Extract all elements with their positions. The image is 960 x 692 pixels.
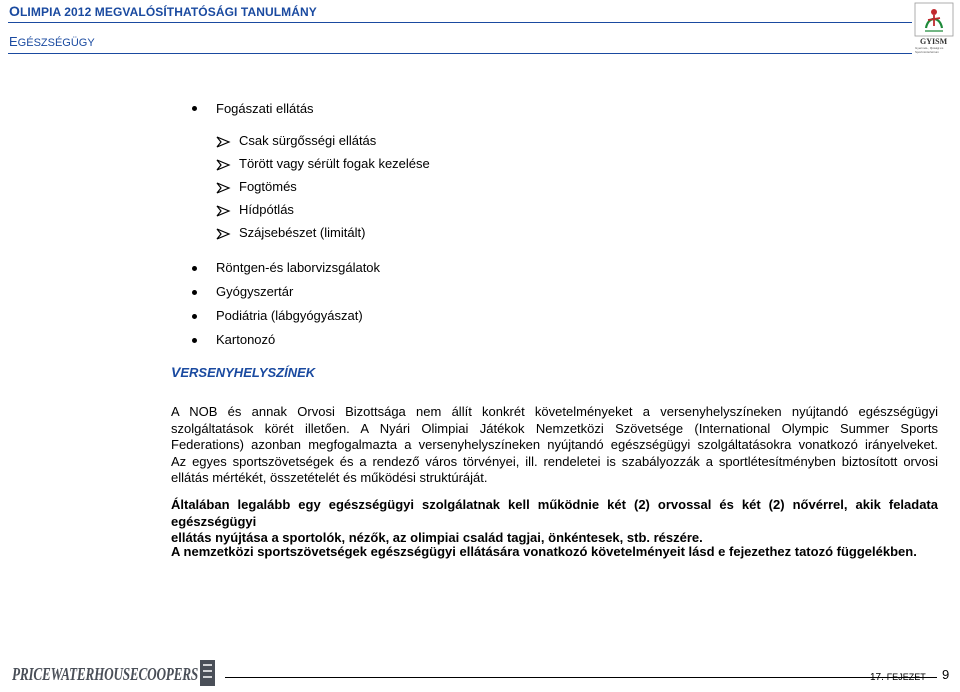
arrow-bullet-icon (216, 182, 230, 194)
list-item-dental: Fogászati ellátás (216, 101, 314, 116)
bullet-icon (192, 266, 197, 271)
sublist-item: Fogtömés (239, 179, 297, 194)
paragraph-line: A nemzetközi sportszövetségek egészségügyi ellátására vonatkozó követelményeit lásd e fejezethez tatozó függelékben. (171, 544, 917, 559)
sublist-item: Törött vagy sérült fogak kezelése (239, 156, 430, 171)
paragraph-medical-staff (171, 497, 938, 547)
gyism-logo (914, 2, 954, 56)
paragraph-line: Federations) azonban megfogalmazta a versenyhelyszíneken nyújtandó egészségügyi szolgáltatásokra vonatkozó irányelveket. (171, 437, 938, 452)
section-rest: GÉSZSÉGÜGY (17, 37, 95, 49)
title-rest: LIMPIA 2012 MEGVALÓSÍTHATÓSÁGI TANULMÁNY (20, 5, 317, 19)
bullet-icon (192, 290, 197, 295)
document-title (9, 3, 317, 19)
sublist-item: Hídpótlás (239, 202, 294, 217)
title-cap: O (9, 3, 20, 19)
list-item: Kartonozó (216, 332, 276, 347)
paragraph-line: A NOB és annak Orvosi Bizottsága nem állít konkrét követelményeket a versenyhelyszíneken nyújtandó egészségügyi (171, 404, 938, 419)
bullet-icon (192, 314, 197, 319)
section-heading (171, 364, 315, 380)
logo-text: GYISM (920, 37, 948, 46)
sublist-item: Csak sürgősségi ellátás (239, 133, 377, 148)
list-item: Gyógyszertár (216, 284, 294, 299)
paragraph-line: Általában legalább egy egészségügyi szolgálatnak kell működnie két (2) orvossal és két (2) nővérrel, akik feladata egészségügyi (171, 497, 938, 529)
paragraph-line: ellátás nyújtása a sportolók, nézők, az olimpiai család tagjai, önkéntesek, stb. részére. (171, 530, 703, 545)
chapter-label (870, 672, 926, 683)
header-rule-top (8, 22, 912, 23)
heading-rest: ERSENYHELYSZÍNEK (180, 365, 316, 380)
paragraph-line: szolgáltatások körét illetően. A Nyári Olimpiai Játékok Nemzetközi Szövetsége (International Olympic Summer Sports (171, 420, 938, 436)
pwc-logo-text: PRICEWATERHOUSECOOPERS (11, 664, 198, 684)
paragraph-line: ellátás mértékét, összetételét és működési struktúráját. (171, 470, 488, 485)
footer-rule (225, 677, 937, 678)
paragraph-federation-requirements (171, 544, 938, 561)
list-item: Röntgen-és laborvizsgálatok (216, 260, 381, 275)
header-rule-bottom (8, 53, 912, 54)
paragraph-line: Az egyes sportszövetségek és a rendező város törvényei, ill. rendeletei is szabályozzák a sportlétesítményben biztosított orvosi (171, 453, 938, 469)
bullet-icon (192, 106, 197, 111)
page-number: 9 (942, 667, 950, 682)
arrow-bullet-icon (216, 228, 230, 240)
logo-subtext: Gyermek-, Ifjúsági és Sportminisztérium (915, 46, 944, 54)
heading-cap: V (171, 364, 181, 380)
document-section (9, 34, 95, 49)
arrow-bullet-icon (216, 205, 230, 217)
arrow-bullet-icon (216, 159, 230, 171)
paragraph-venue-requirements (171, 404, 938, 487)
arrow-bullet-icon (216, 136, 230, 148)
sublist-item: Szájsebészet (limitált) (239, 225, 366, 240)
pwc-logo (12, 657, 217, 687)
section-cap: E (9, 34, 18, 49)
list-item: Podiátria (lábgyógyászat) (216, 308, 363, 323)
bullet-icon (192, 338, 197, 343)
chapter-word: FEJEZET (886, 672, 926, 682)
chapter-number: 17. (870, 672, 884, 683)
